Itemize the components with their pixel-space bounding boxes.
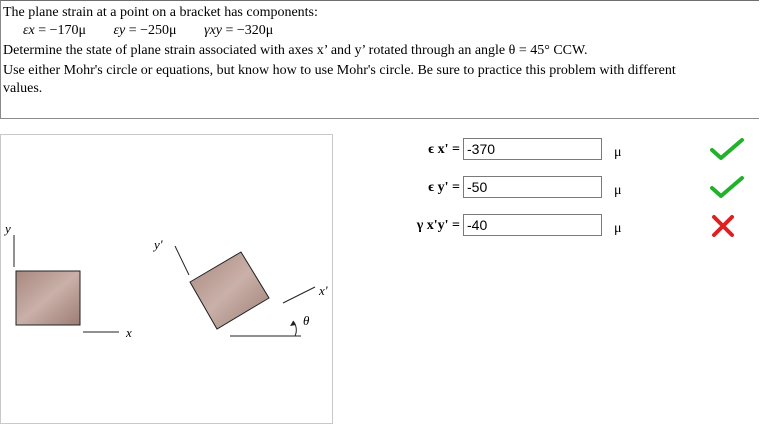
component-ey: εy = −250μ — [113, 23, 177, 38]
check-icon — [709, 138, 745, 160]
answer-row-ey — [0, 176, 460, 200]
answer-input-ex[interactable] — [463, 138, 602, 160]
problem-line-4: Use either Mohr's circle or equations, but know how to use Mohr's circle. Be sure to practice this problem with different — [3, 63, 676, 78]
answer-label-ey: ϵ y' = — [428, 180, 460, 195]
answer-label-gxy: γ x'y' = — [416, 218, 460, 233]
y-axis-label: y — [5, 221, 11, 236]
problem-line-5: values. — [3, 81, 43, 96]
y-prime-axis-line — [175, 246, 189, 275]
answer-input-ey[interactable] — [463, 176, 602, 198]
answer-label-ex: ϵ x' = — [428, 142, 460, 157]
unit-ey: μ — [614, 183, 622, 198]
problem-line-3: Determine the state of plane strain associated with axes x’ and y’ rotated through an angle θ = 45° CCW. — [3, 43, 588, 58]
strain-components — [23, 23, 297, 39]
unit-gxy: μ — [614, 221, 622, 236]
original-element — [16, 271, 80, 325]
problem-statement — [0, 0, 759, 119]
x-prime-axis-line — [283, 287, 315, 303]
answer-row-ex — [0, 138, 460, 162]
problem-line-1: The plane strain at a point on a bracket has components: — [3, 5, 318, 20]
x-prime-axis-label: x' — [319, 283, 328, 298]
answer-row-gxy — [0, 214, 460, 238]
answer-input-gxy[interactable] — [463, 214, 602, 236]
theta-label: θ — [303, 313, 310, 328]
check-icon — [709, 176, 745, 198]
y-prime-axis-label: y' — [154, 237, 163, 252]
x-axis-label: x — [126, 325, 132, 340]
component-ex: εx = −170μ — [23, 23, 87, 38]
unit-ex: μ — [614, 145, 622, 160]
component-gxy: γxy = −320μ — [204, 23, 274, 38]
rotated-element — [190, 252, 269, 329]
cross-icon — [711, 214, 735, 238]
